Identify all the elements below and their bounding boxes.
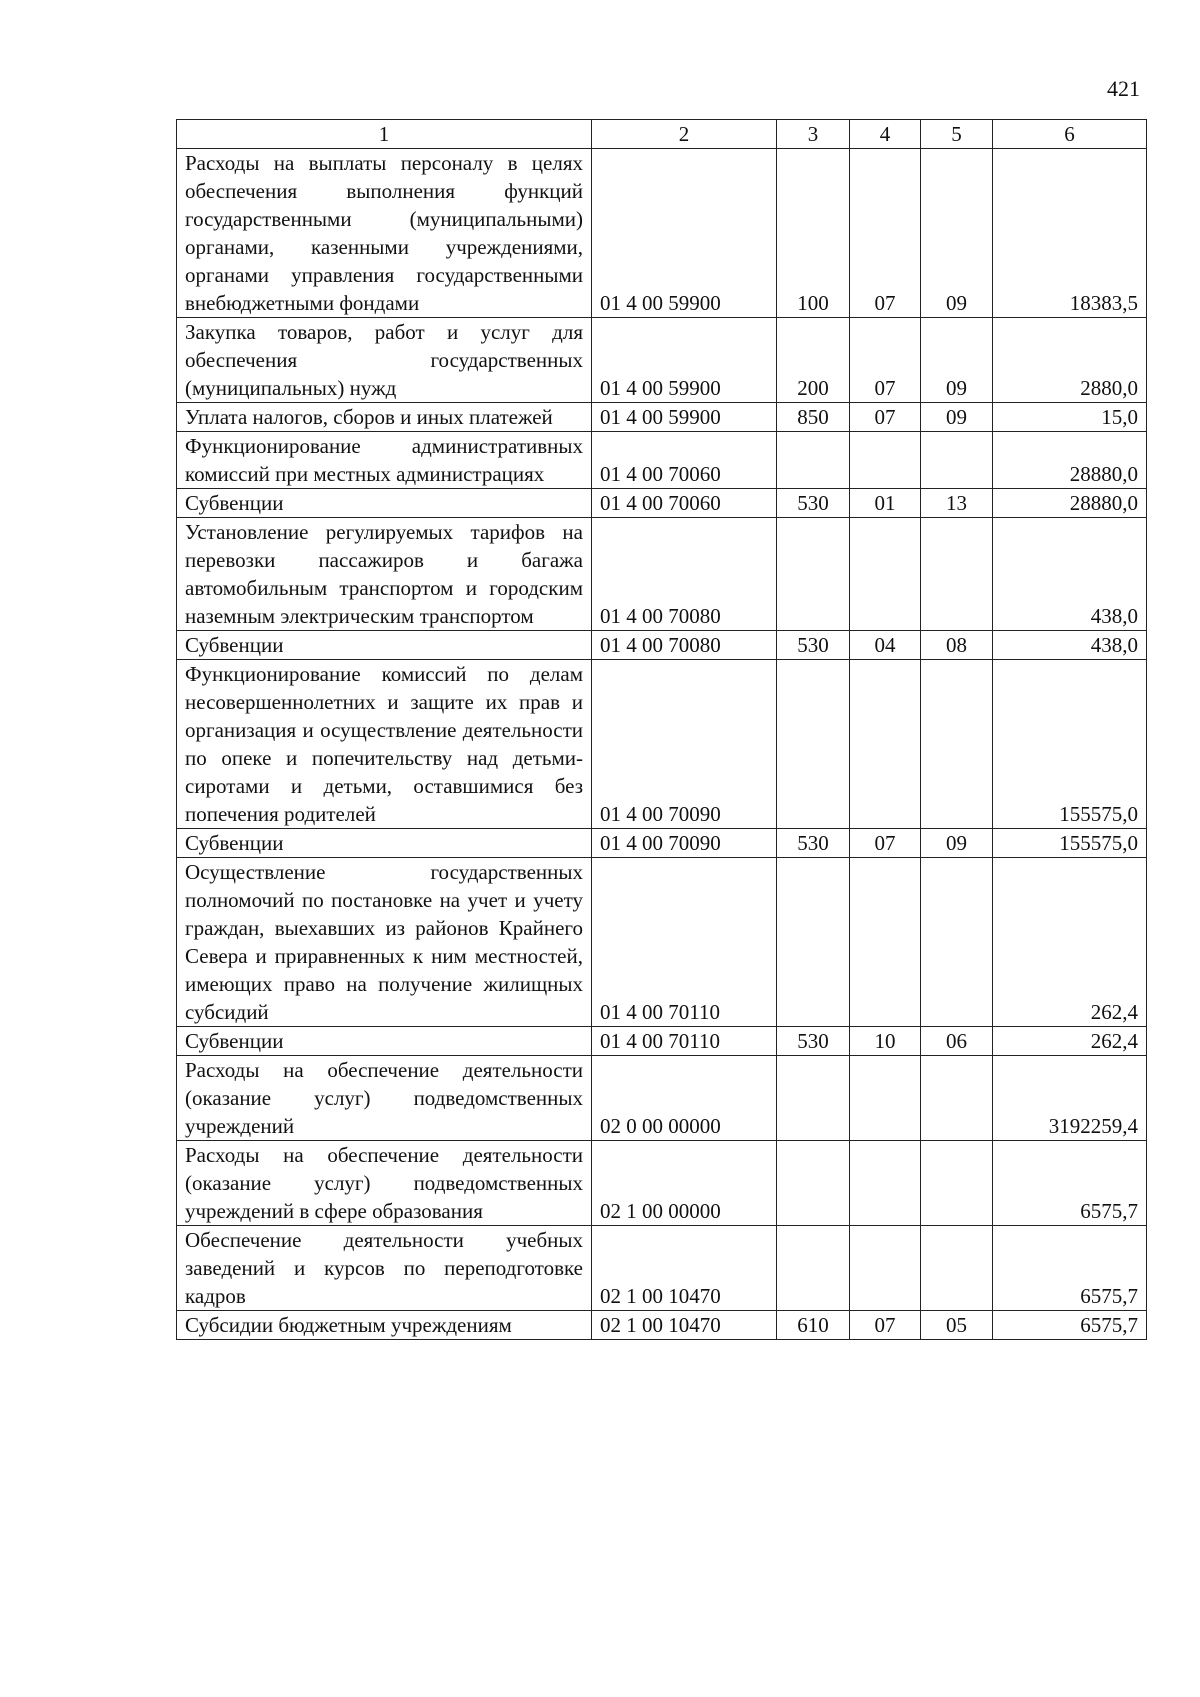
cell-expense-type: 530: [777, 1027, 850, 1056]
cell-code: 02 1 00 10470: [592, 1311, 777, 1340]
cell-subsection: 06: [921, 1027, 993, 1056]
cell-subsection: [921, 1226, 993, 1311]
cell-name: Функционирование административных комиссий при местных администрациях: [177, 432, 592, 489]
cell-amount: 6575,7: [993, 1311, 1147, 1340]
cell-name: Уплата налогов, сборов и иных платежей: [177, 403, 592, 432]
cell-name: Субвенции: [177, 489, 592, 518]
table-row: [177, 1027, 1147, 1056]
cell-expense-type: [777, 858, 850, 1027]
cell-code: 01 4 00 70110: [592, 858, 777, 1027]
column-header: 2: [592, 120, 777, 149]
cell-section: [850, 1141, 921, 1226]
header-row: [177, 120, 1147, 149]
cell-code: 01 4 00 59900: [592, 318, 777, 403]
cell-code: 01 4 00 59900: [592, 403, 777, 432]
table-row: [177, 631, 1147, 660]
cell-section: [850, 518, 921, 631]
cell-code: 01 4 00 70080: [592, 518, 777, 631]
cell-expense-type: [777, 1226, 850, 1311]
cell-amount: 155575,0: [993, 829, 1147, 858]
cell-amount: 155575,0: [993, 660, 1147, 829]
cell-subsection: [921, 432, 993, 489]
cell-name: Субвенции: [177, 829, 592, 858]
column-header: 3: [777, 120, 850, 149]
table-row: [177, 1141, 1147, 1226]
cell-subsection: [921, 1056, 993, 1141]
cell-name: Субвенции: [177, 1027, 592, 1056]
cell-expense-type: 200: [777, 318, 850, 403]
column-header: 4: [850, 120, 921, 149]
cell-expense-type: [777, 660, 850, 829]
cell-amount: 28880,0: [993, 489, 1147, 518]
cell-amount: 2880,0: [993, 318, 1147, 403]
table-row: [177, 1056, 1147, 1141]
cell-section: 04: [850, 631, 921, 660]
table-row: [177, 149, 1147, 318]
cell-code: 01 4 00 70090: [592, 660, 777, 829]
cell-expense-type: [777, 1141, 850, 1226]
cell-code: 02 0 00 00000: [592, 1056, 777, 1141]
cell-expense-type: 530: [777, 489, 850, 518]
cell-section: 01: [850, 489, 921, 518]
cell-amount: 6575,7: [993, 1226, 1147, 1311]
column-header: 5: [921, 120, 993, 149]
cell-name: Установление регулируемых тарифов на перевозки пассажиров и багажа автомобильным транспортом и городским наземным электрическим транспортом: [177, 518, 592, 631]
cell-subsection: 09: [921, 149, 993, 318]
cell-expense-type: [777, 1056, 850, 1141]
table-row: [177, 858, 1147, 1027]
cell-section: 07: [850, 318, 921, 403]
cell-name: Расходы на выплаты персоналу в целях обеспечения выполнения функций государственными (муниципальными) органами, казенными учреждениями, органами управления государственными внебюджетными фондами: [177, 149, 592, 318]
cell-amount: 28880,0: [993, 432, 1147, 489]
cell-section: [850, 660, 921, 829]
cell-section: 10: [850, 1027, 921, 1056]
cell-section: [850, 432, 921, 489]
cell-name: Обеспечение деятельности учебных заведений и курсов по переподготовке кадров: [177, 1226, 592, 1311]
table-row: [177, 403, 1147, 432]
cell-code: 01 4 00 70110: [592, 1027, 777, 1056]
table-row: [177, 318, 1147, 403]
table-row: [177, 829, 1147, 858]
cell-amount: 15,0: [993, 403, 1147, 432]
cell-amount: 438,0: [993, 518, 1147, 631]
cell-expense-type: 530: [777, 829, 850, 858]
cell-expense-type: [777, 432, 850, 489]
cell-subsection: [921, 1141, 993, 1226]
table-row: [177, 1226, 1147, 1311]
cell-subsection: 09: [921, 829, 993, 858]
table-row: [177, 1311, 1147, 1340]
table-row: [177, 489, 1147, 518]
cell-expense-type: 530: [777, 631, 850, 660]
table-row: [177, 660, 1147, 829]
column-header: 1: [177, 120, 592, 149]
cell-name: Субвенции: [177, 631, 592, 660]
cell-section: 07: [850, 829, 921, 858]
cell-code: 01 4 00 70090: [592, 829, 777, 858]
cell-section: 07: [850, 149, 921, 318]
cell-name: Расходы на обеспечение деятельности (оказание услуг) подведомственных учреждений: [177, 1056, 592, 1141]
cell-code: 01 4 00 70060: [592, 489, 777, 518]
cell-section: [850, 1226, 921, 1311]
cell-amount: 6575,7: [993, 1141, 1147, 1226]
cell-subsection: 09: [921, 318, 993, 403]
cell-code: 02 1 00 10470: [592, 1226, 777, 1311]
cell-subsection: 09: [921, 403, 993, 432]
cell-amount: 3192259,4: [993, 1056, 1147, 1141]
cell-amount: 262,4: [993, 858, 1147, 1027]
cell-expense-type: 100: [777, 149, 850, 318]
budget-table: [176, 119, 1147, 1340]
cell-code: 01 4 00 70080: [592, 631, 777, 660]
cell-subsection: [921, 858, 993, 1027]
cell-section: [850, 1056, 921, 1141]
cell-amount: 18383,5: [993, 149, 1147, 318]
cell-expense-type: [777, 518, 850, 631]
cell-expense-type: 850: [777, 403, 850, 432]
cell-amount: 262,4: [993, 1027, 1147, 1056]
cell-name: Закупка товаров, работ и услуг для обеспечения государственных (муниципальных) нужд: [177, 318, 592, 403]
cell-subsection: 08: [921, 631, 993, 660]
cell-subsection: [921, 518, 993, 631]
cell-subsection: [921, 660, 993, 829]
table-row: [177, 518, 1147, 631]
cell-section: 07: [850, 1311, 921, 1340]
cell-subsection: 05: [921, 1311, 993, 1340]
cell-name: Субсидии бюджетным учреждениям: [177, 1311, 592, 1340]
column-header: 6: [993, 120, 1147, 149]
cell-expense-type: 610: [777, 1311, 850, 1340]
cell-name: Расходы на обеспечение деятельности (оказание услуг) подведомственных учреждений в сфере образования: [177, 1141, 592, 1226]
cell-name: Осуществление государственных полномочий по постановке на учет и учету граждан, выехавших из районов Крайнего Севера и приравненных к ним местностей, имеющих право на получение жилищных субсидий: [177, 858, 592, 1027]
cell-section: [850, 858, 921, 1027]
table-row: [177, 432, 1147, 489]
cell-name: Функционирование комиссий по делам несовершеннолетних и защите их прав и организация и осуществление деятельности по опеке и попечительству над детьми-сиротами и детьми, оставшимися без попечения родителей: [177, 660, 592, 829]
cell-code: 01 4 00 59900: [592, 149, 777, 318]
cell-code: 01 4 00 70060: [592, 432, 777, 489]
page-number: 421: [1107, 76, 1140, 101]
cell-subsection: 13: [921, 489, 993, 518]
table-body: [177, 149, 1147, 1340]
cell-code: 02 1 00 00000: [592, 1141, 777, 1226]
cell-amount: 438,0: [993, 631, 1147, 660]
cell-section: 07: [850, 403, 921, 432]
